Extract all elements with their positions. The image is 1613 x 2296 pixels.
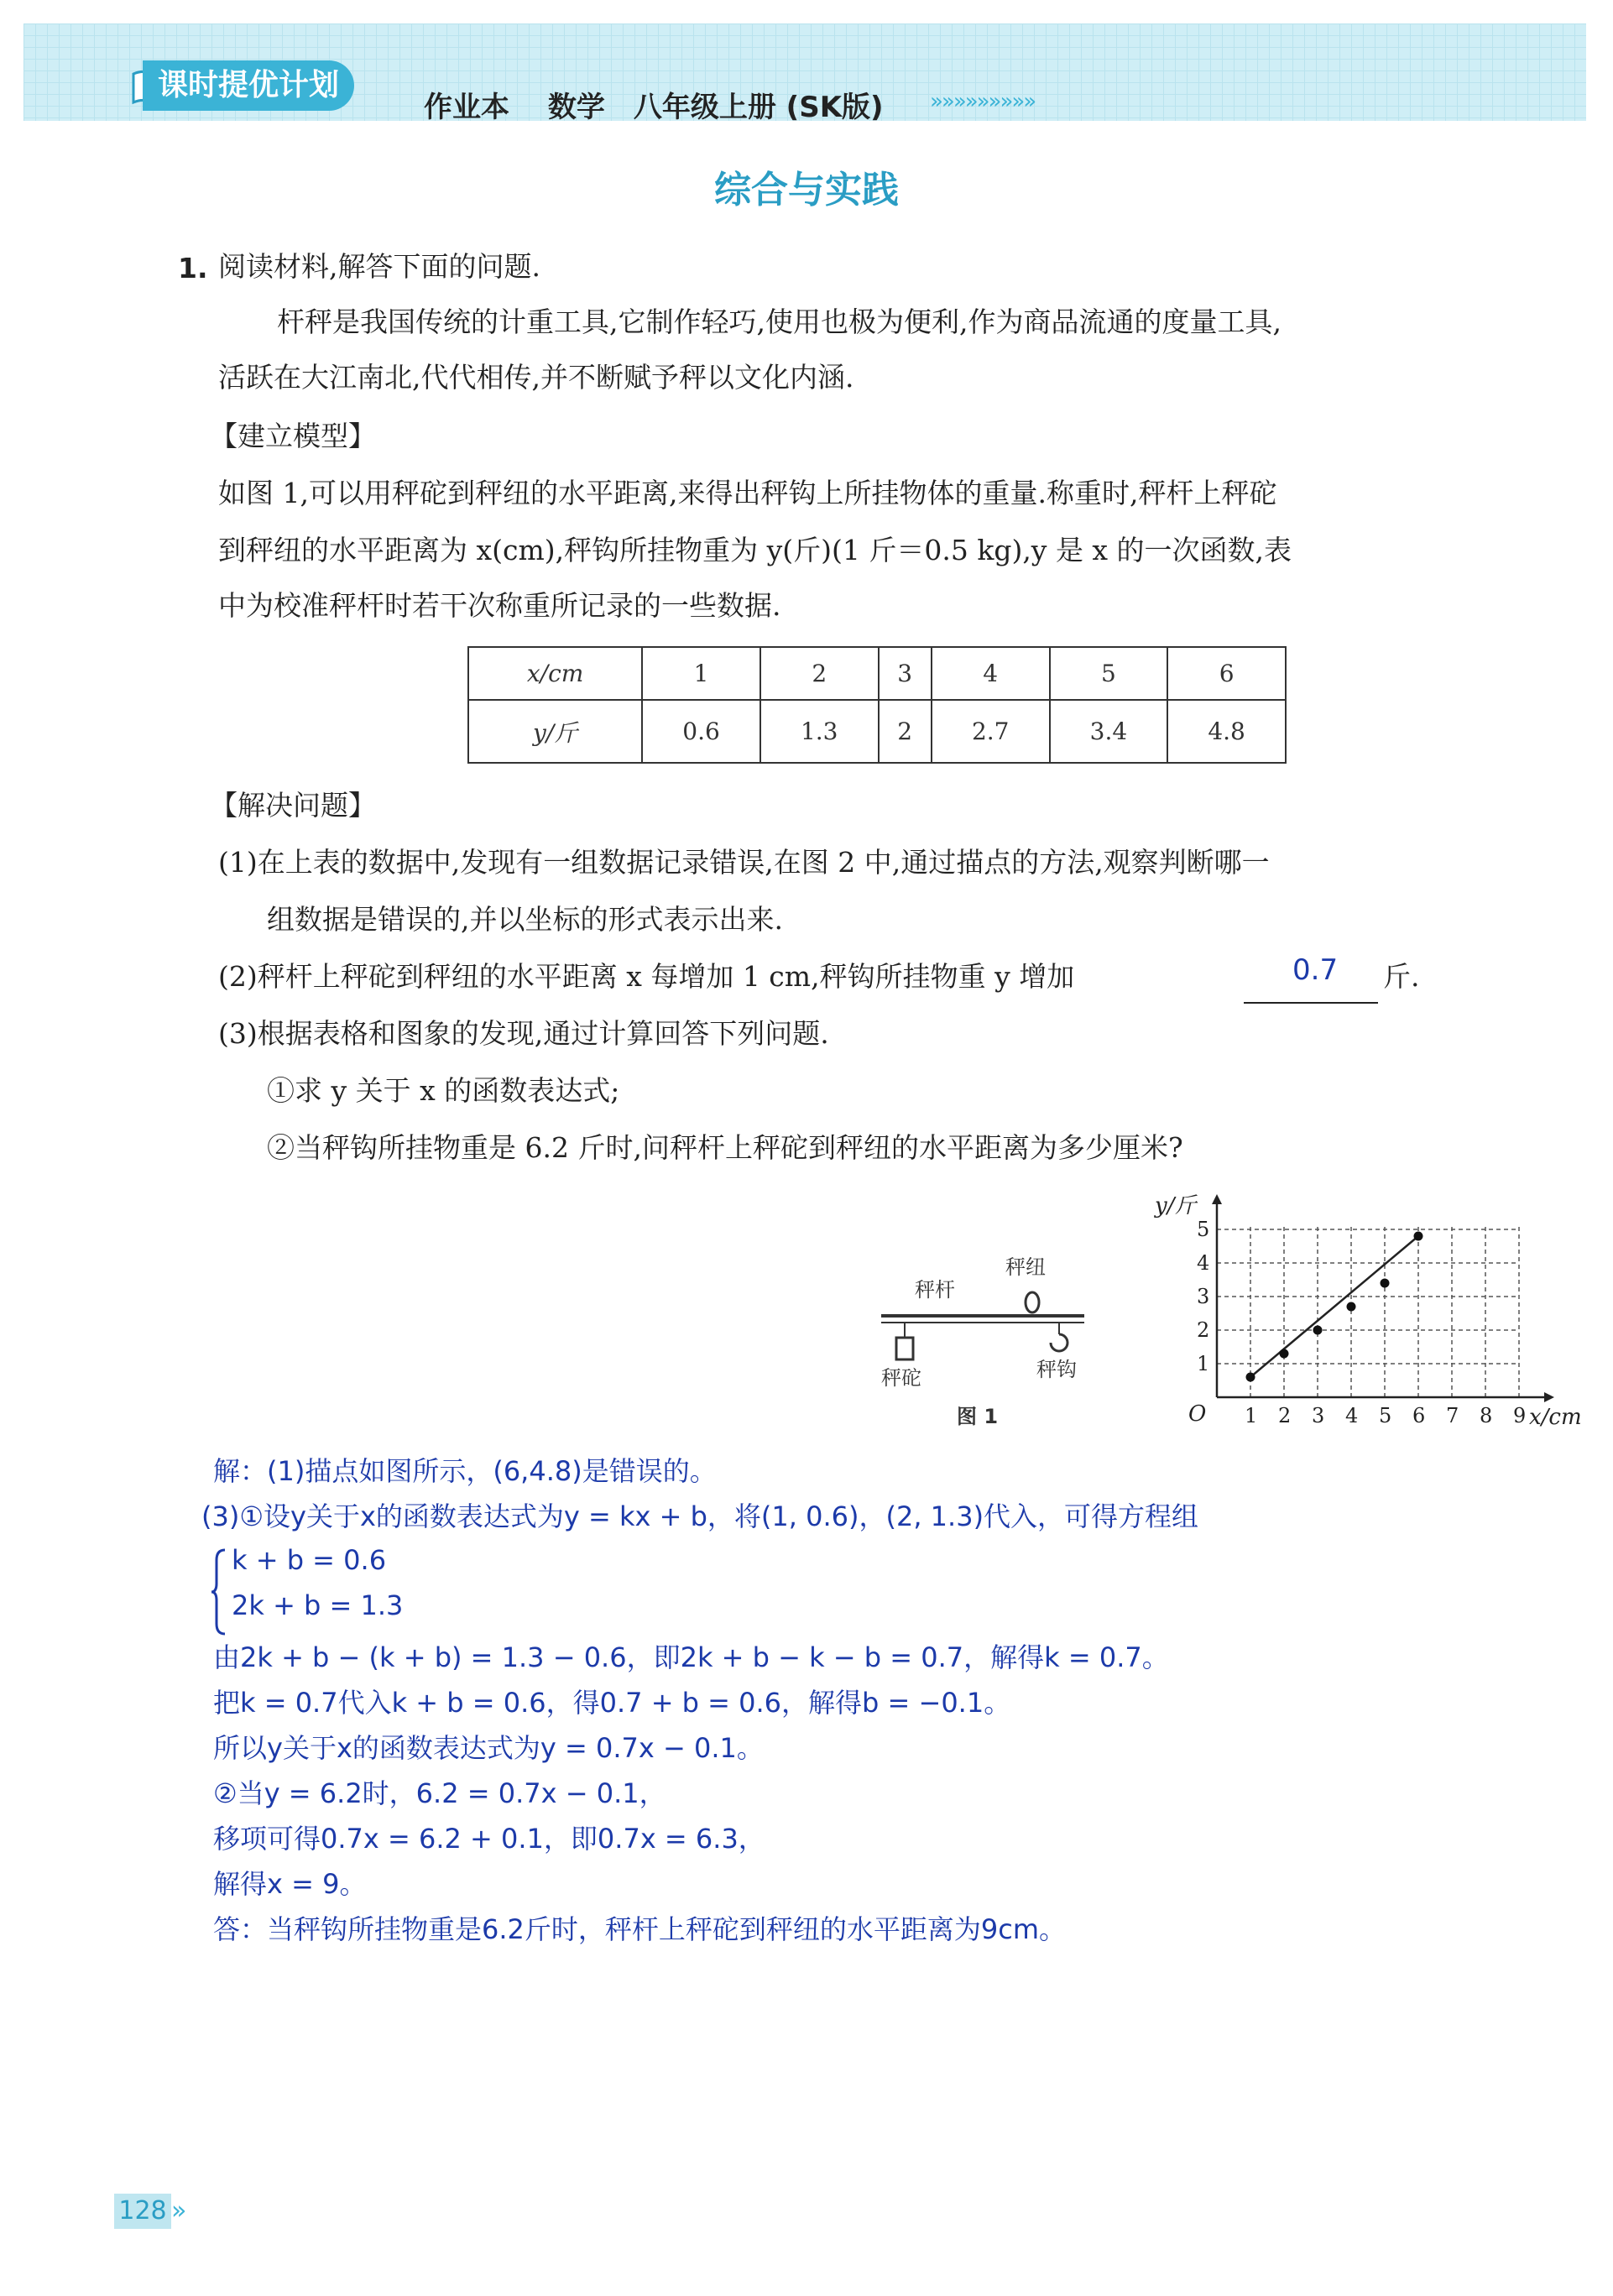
table-cell: 0.6 <box>642 700 760 763</box>
x-tick-label: 2 <box>1278 1404 1292 1427</box>
header-title: 作业本 数学 八年级上册 (SK版) <box>424 91 884 124</box>
y-tick-label: 5 <box>1197 1218 1210 1241</box>
x-tick-label: 1 <box>1245 1404 1258 1427</box>
steelyard-knob <box>1026 1292 1039 1312</box>
table-row <box>468 647 1286 700</box>
x-tick-label: 7 <box>1446 1404 1459 1427</box>
question-2-unit: 斤. <box>1383 960 1420 993</box>
system-equation-2: 2k + b = 1.3 <box>232 1589 404 1621</box>
table-cell: 3.4 <box>1050 700 1168 763</box>
problem-lead: 阅读材料,解答下面的问题. <box>218 250 540 283</box>
problem-number: 1. <box>178 252 208 284</box>
question-3-2: ②当秤钩所挂物重是 6.2 斤时,问秤杆上秤砣到秤纽的水平距离为多少厘米? <box>267 1131 1183 1164</box>
model-line-2: 到秤纽的水平距离为 x(cm),秤钩所挂物重为 y(斤)(1 斤＝0.5 kg),y 是 x 的一次函数,表 <box>218 534 1292 566</box>
x-tick-label: 8 <box>1480 1404 1493 1427</box>
data-point <box>1414 1232 1423 1241</box>
data-point <box>1246 1373 1255 1382</box>
coordinate-chart <box>1150 1179 1603 1448</box>
data-point <box>1280 1349 1289 1359</box>
table-cell: 1.3 <box>760 700 879 763</box>
hook-label: 秤钩 <box>1036 1358 1077 1381</box>
intro-line-2: 活跃在大江南北,代代相传,并不断赋予秤以文化内涵. <box>218 361 854 394</box>
y-tick-label: 4 <box>1197 1251 1210 1275</box>
y-axis-label: y/斤 <box>1155 1193 1197 1218</box>
table-header-y: y/斤 <box>468 700 642 763</box>
solution-line-4: 把k = 0.7代入k + b = 0.6，得0.7 + b = 0.6，解得b = −0.1。 <box>213 1687 1011 1719</box>
weight-label: 秤砣 <box>881 1366 921 1390</box>
model-line-1: 如图 1,可以用秤砣到秤纽的水平距离,来得出秤钩上所挂物体的重量.称重时,秤杆上秤砣 <box>218 477 1277 509</box>
solve-heading: 【解决问题】 <box>210 789 376 822</box>
table-cell: 4 <box>932 647 1050 700</box>
steelyard-weight <box>896 1338 913 1359</box>
steelyard-hook <box>1051 1334 1068 1351</box>
table-cell: 4.8 <box>1167 700 1286 763</box>
origin-label: O <box>1188 1401 1207 1427</box>
table-cell: 1 <box>642 647 760 700</box>
solution-line-7: 移项可得0.7x = 6.2 + 0.1，即0.7x = 6.3， <box>213 1823 765 1855</box>
table-cell: 6 <box>1167 647 1286 700</box>
x-tick-label: 6 <box>1412 1404 1426 1427</box>
question-1-line-2: 组数据是错误的,并以坐标的形式表示出来. <box>267 903 783 936</box>
x-tick-label: 3 <box>1312 1404 1325 1427</box>
solution-line-2: (3)①设y关于x的函数表达式为y = kx + b，将(1, 0.6)，(2, 1.3)代入，可得方程组 <box>201 1500 1199 1532</box>
question-3: (3)根据表格和图象的发现,通过计算回答下列问题. <box>218 1017 829 1050</box>
data-point <box>1381 1279 1390 1288</box>
data-point <box>1313 1326 1323 1335</box>
y-axis-arrow <box>1212 1194 1222 1204</box>
x-tick-label: 4 <box>1345 1404 1359 1427</box>
question-2: (2)秤杆上秤砣到秤纽的水平距离 x 每增加 1 cm,秤钩所挂物重 y 增加 <box>218 960 1075 993</box>
x-axis-arrow <box>1544 1392 1554 1402</box>
blank-answer: 0.7 <box>1292 953 1339 987</box>
solution-line-5: 所以y关于x的函数表达式为y = 0.7x − 0.1。 <box>213 1732 764 1764</box>
page-number: 128 <box>114 2194 171 2229</box>
table-cell: 5 <box>1050 647 1168 700</box>
solution-line-3: 由2k + b − (k + b) = 1.3 − 0.6，即2k + b − k − b = 0.7，解得k = 0.7。 <box>213 1641 1169 1673</box>
figure-caption: 图 1 <box>957 1405 999 1428</box>
table-cell: 2.7 <box>932 700 1050 763</box>
y-tick-label: 2 <box>1197 1318 1210 1342</box>
knob-label: 秤纽 <box>1005 1255 1046 1279</box>
intro-line-1: 杆秤是我国传统的计重工具,它制作轻巧,使用也极为便利,作为商品流通的度量工具, <box>277 305 1282 338</box>
table-cell: 3 <box>879 647 932 700</box>
header-badge: 课时提优计划 <box>143 60 354 111</box>
solution-line-1: 解：(1)描点如图所示，(6,4.8)是错误的。 <box>213 1455 717 1487</box>
x-axis-label: x/cm <box>1529 1405 1582 1430</box>
y-tick-label: 1 <box>1197 1352 1210 1375</box>
data-point <box>1347 1302 1356 1312</box>
steelyard-figure <box>864 1250 1133 1443</box>
solution-line-8: 解得x = 9。 <box>213 1868 367 1900</box>
equation-brace <box>210 1548 227 1636</box>
table-header-x: x/cm <box>468 647 642 700</box>
solution-line-6: ②当y = 6.2时，6.2 = 0.7x − 0.1， <box>213 1777 666 1809</box>
table-row <box>468 700 1286 763</box>
rod-label: 秤杆 <box>915 1278 955 1302</box>
series-line <box>1250 1236 1418 1377</box>
header-arrows: »»»»»»»»» <box>930 89 1036 114</box>
page-arrow-icon: » <box>171 2196 187 2226</box>
y-tick-label: 3 <box>1197 1285 1210 1308</box>
data-table <box>467 646 1287 764</box>
model-line-3: 中为校准秤杆时若干次称重所记录的一些数据. <box>218 589 781 622</box>
model-heading: 【建立模型】 <box>210 420 376 452</box>
x-tick-label: 9 <box>1513 1404 1527 1427</box>
question-3-1: ①求 y 关于 x 的函数表达式; <box>267 1074 620 1107</box>
question-1-line-1: (1)在上表的数据中,发现有一组数据记录错误,在图 2 中,通过描点的方法,观察判断哪一 <box>218 846 1270 879</box>
system-equation-1: k + b = 0.6 <box>232 1544 387 1576</box>
table-cell: 2 <box>760 647 879 700</box>
solution-answer: 答：当秤钩所挂物重是6.2斤时，秤杆上秤砣到秤纽的水平距离为9cm。 <box>213 1913 1067 1945</box>
x-tick-label: 5 <box>1379 1404 1392 1427</box>
table-cell: 2 <box>879 700 932 763</box>
section-title: 综合与实践 <box>714 169 899 211</box>
